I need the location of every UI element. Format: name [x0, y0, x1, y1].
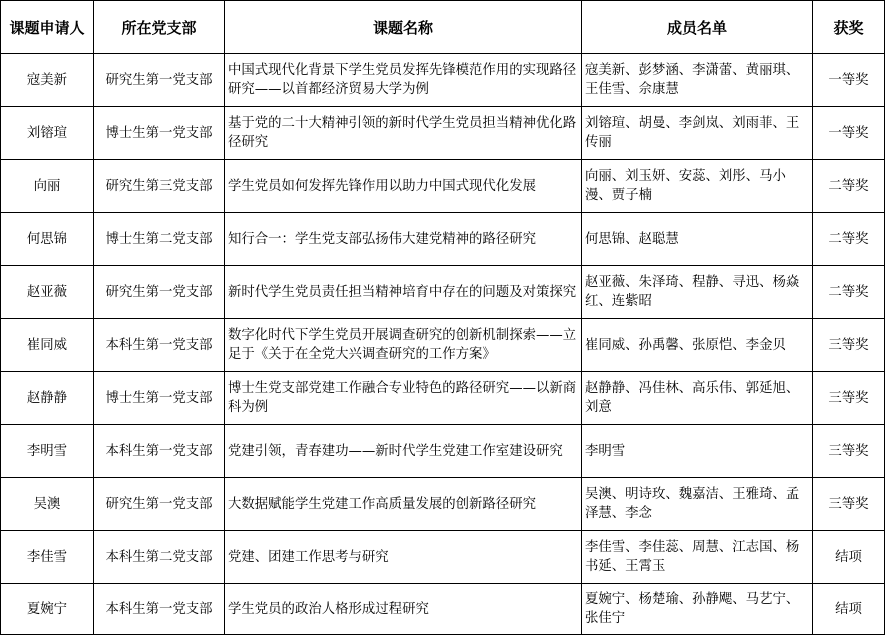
- applicant-cell: 李明雪: [1, 425, 94, 478]
- award-cell: 结项: [813, 531, 885, 584]
- applicant-cell: 刘镕瑄: [1, 107, 94, 160]
- applicant-cell: 何思锦: [1, 213, 94, 266]
- award-cell: 三等奖: [813, 425, 885, 478]
- branch-cell: 研究生第一党支部: [94, 266, 225, 319]
- title-cell: 大数据赋能学生党建工作高质量发展的创新路径研究: [225, 478, 582, 531]
- title-cell: 新时代学生党员责任担当精神培育中存在的问题及对策探究: [225, 266, 582, 319]
- branch-cell: 博士生第一党支部: [94, 372, 225, 425]
- table-row: [1, 107, 885, 160]
- award-cell: 三等奖: [813, 372, 885, 425]
- table-row: [1, 478, 885, 531]
- table-row: [1, 160, 885, 213]
- branch-cell: 博士生第一党支部: [94, 107, 225, 160]
- members-cell: 何思锦、赵聪慧: [582, 213, 813, 266]
- title-cell: 博士生党支部党建工作融合专业特色的路径研究——以新商科为例: [225, 372, 582, 425]
- award-cell: 一等奖: [813, 107, 885, 160]
- branch-cell: 研究生第一党支部: [94, 54, 225, 107]
- branch-cell: 研究生第一党支部: [94, 478, 225, 531]
- applicant-cell: 夏婉宁: [1, 584, 94, 635]
- branch-cell: 本科生第二党支部: [94, 531, 225, 584]
- award-cell: 一等奖: [813, 54, 885, 107]
- header-title: 课题名称: [225, 1, 582, 54]
- award-cell: 三等奖: [813, 319, 885, 372]
- members-cell: 赵静静、冯佳林、高乐伟、郭延旭、刘意: [582, 372, 813, 425]
- header-row: [1, 1, 885, 54]
- branch-cell: 本科生第一党支部: [94, 584, 225, 635]
- branch-cell: 本科生第一党支部: [94, 319, 225, 372]
- applicant-cell: 向丽: [1, 160, 94, 213]
- members-cell: 寇美新、彭梦涵、李潇蕾、黄丽琪、王佳雪、佘康慧: [582, 54, 813, 107]
- members-cell: 向丽、刘玉妍、安蕊、刘彤、马小漫、贾子楠: [582, 160, 813, 213]
- award-cell: 二等奖: [813, 160, 885, 213]
- members-cell: 吴澳、明诗玫、魏嘉洁、王雅琦、孟泽慧、李念: [582, 478, 813, 531]
- title-cell: 中国式现代化背景下学生党员发挥先锋模范作用的实现路径研究——以首都经济贸易大学为例: [225, 54, 582, 107]
- applicant-cell: 崔同威: [1, 319, 94, 372]
- title-cell: 学生党员的政治人格形成过程研究: [225, 584, 582, 635]
- table-row: [1, 319, 885, 372]
- applicant-cell: 寇美新: [1, 54, 94, 107]
- title-cell: 数字化时代下学生党员开展调查研究的创新机制探索——立足于《关于在全党大兴调查研究的工作方案》: [225, 319, 582, 372]
- title-cell: 学生党员如何发挥先锋作用以助力中国式现代化发展: [225, 160, 582, 213]
- table-row: [1, 425, 885, 478]
- table-row: [1, 531, 885, 584]
- header-members: 成员名单: [582, 1, 813, 54]
- table-row: [1, 54, 885, 107]
- header-award: 获奖: [813, 1, 885, 54]
- table-row: [1, 372, 885, 425]
- members-cell: 崔同威、孙禹馨、张原恺、李金贝: [582, 319, 813, 372]
- applicant-cell: 赵静静: [1, 372, 94, 425]
- table-row: [1, 266, 885, 319]
- header-applicant: 课题申请人: [1, 1, 94, 54]
- branch-cell: 本科生第一党支部: [94, 425, 225, 478]
- branch-cell: 研究生第三党支部: [94, 160, 225, 213]
- title-cell: 基于党的二十大精神引领的新时代学生党员担当精神优化路径研究: [225, 107, 582, 160]
- award-cell: 二等奖: [813, 213, 885, 266]
- applicant-cell: 吴澳: [1, 478, 94, 531]
- members-cell: 李明雪: [582, 425, 813, 478]
- award-cell: 结项: [813, 584, 885, 635]
- award-cell: 三等奖: [813, 478, 885, 531]
- award-cell: 二等奖: [813, 266, 885, 319]
- table-row: [1, 584, 885, 635]
- members-cell: 夏婉宁、杨楚瑜、孙静飔、马艺宁、张佳宁: [582, 584, 813, 635]
- members-cell: 刘镕瑄、胡曼、李剑岚、刘雨菲、王传丽: [582, 107, 813, 160]
- title-cell: 知行合一：学生党支部弘扬伟大建党精神的路径研究: [225, 213, 582, 266]
- members-cell: 李佳雪、李佳蕊、周慧、江志国、杨书延、王霄玉: [582, 531, 813, 584]
- title-cell: 党建引领，青春建功——新时代学生党建工作室建设研究: [225, 425, 582, 478]
- applicant-cell: 赵亚薇: [1, 266, 94, 319]
- header-branch: 所在党支部: [94, 1, 225, 54]
- table-row: [1, 213, 885, 266]
- title-cell: 党建、团建工作思考与研究: [225, 531, 582, 584]
- members-cell: 赵亚薇、朱泽琦、程静、寻迅、杨焱红、连紫昭: [582, 266, 813, 319]
- applicant-cell: 李佳雪: [1, 531, 94, 584]
- branch-cell: 博士生第二党支部: [94, 213, 225, 266]
